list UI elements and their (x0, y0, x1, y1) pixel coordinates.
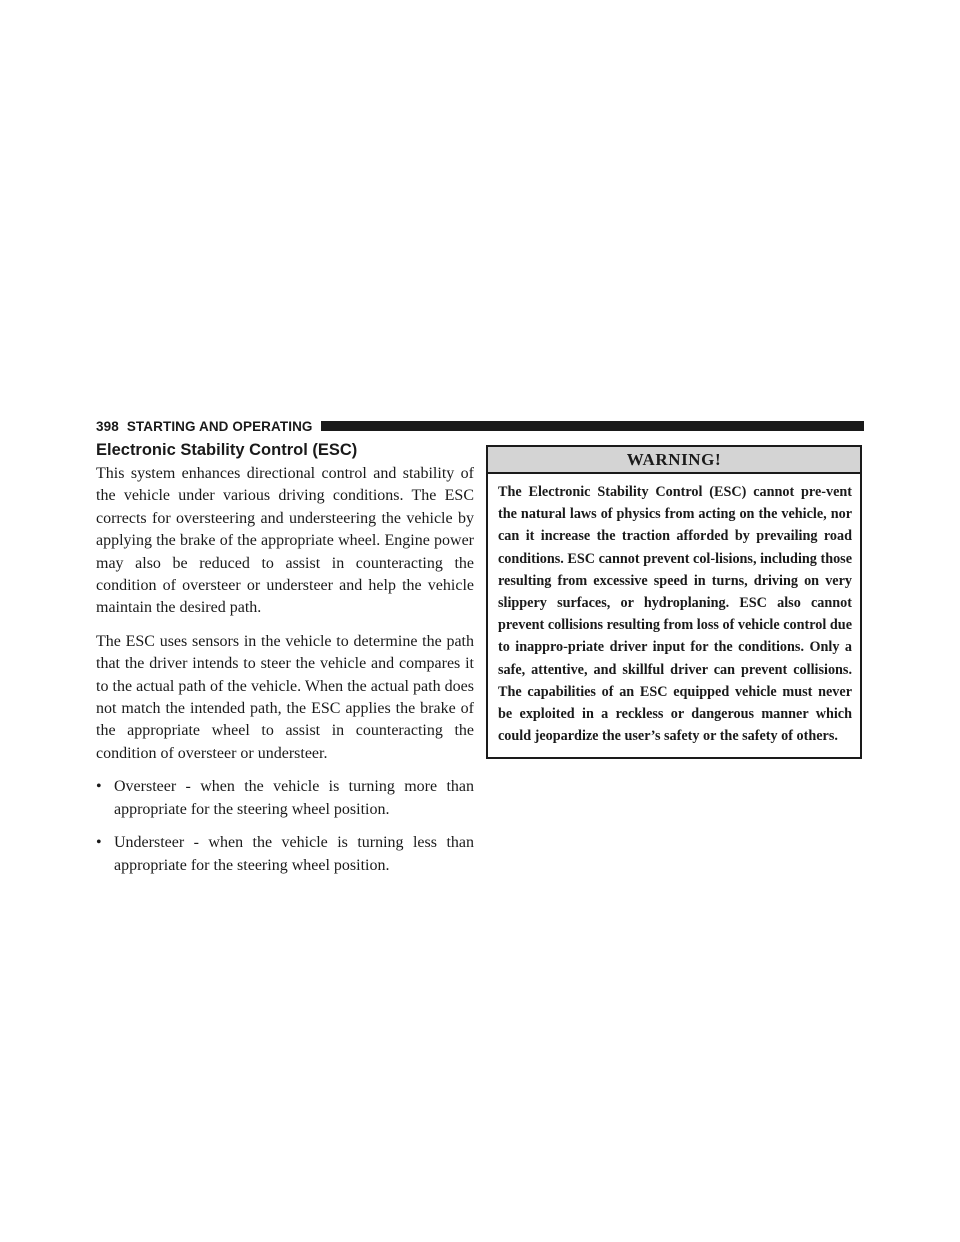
list-item-text: Oversteer - when the vehicle is turning more than appropriate for the steering wheel position. (114, 778, 474, 818)
warning-text: The Electronic Stability Control (ESC) cannot pre-vent the natural laws of physics from acting on the vehicle, nor can it increase the traction afforded by prevailing road conditions. ESC cannot prevent col-lisions, including those resulting from excessive speed in turns, driving on very slippery surfaces, or hydroplaning. ESC also cannot prevent collisions resulting from loss of vehicle control due to inappro-priate driver input for the conditions. Only a safe, attentive, and skillful driver can prevent collisions. The capabilities of an ESC equipped vehicle must never be exploited in a reckless or dangerous manner which could jeopardize the user’s safety or the safety of others. (498, 484, 852, 745)
section-name: STARTING AND OPERATING (126, 418, 313, 434)
page-number: 398 (96, 418, 119, 434)
list-item-text: Understeer - when the vehicle is turning less than appropriate for the steering wheel position. (114, 834, 474, 874)
warning-title: WARNING! (488, 447, 860, 474)
list-item (96, 776, 474, 821)
list-item (96, 832, 474, 877)
warning-box (486, 445, 862, 759)
paragraph: The ESC uses sensors in the vehicle to determine the path that the driver intends to steer the vehicle and compares it to the actual path of the vehicle. When the actual path does not match the intended path, the ESC applies the brake of the appropriate wheel to assist in counteracting the condition of oversteer or understeer. (96, 632, 474, 762)
header-rule (321, 421, 864, 431)
bullet-icon: • (96, 778, 102, 796)
bullet-icon: • (96, 834, 102, 852)
main-column (96, 440, 474, 888)
section-title: Electronic Stability Control (ESC) (96, 441, 358, 459)
paragraph: This system enhances directional control and stability of the vehicle under various driving conditions. The ESC corrects for oversteering and understeering the vehicle by applying the brake of the appropriate wheel. Engine power may also be reduced to assist in counteracting the condition of oversteer or understeer and help the vehicle maintain the desired path. (96, 465, 474, 617)
bullet-list (96, 776, 474, 877)
running-header (96, 418, 864, 434)
